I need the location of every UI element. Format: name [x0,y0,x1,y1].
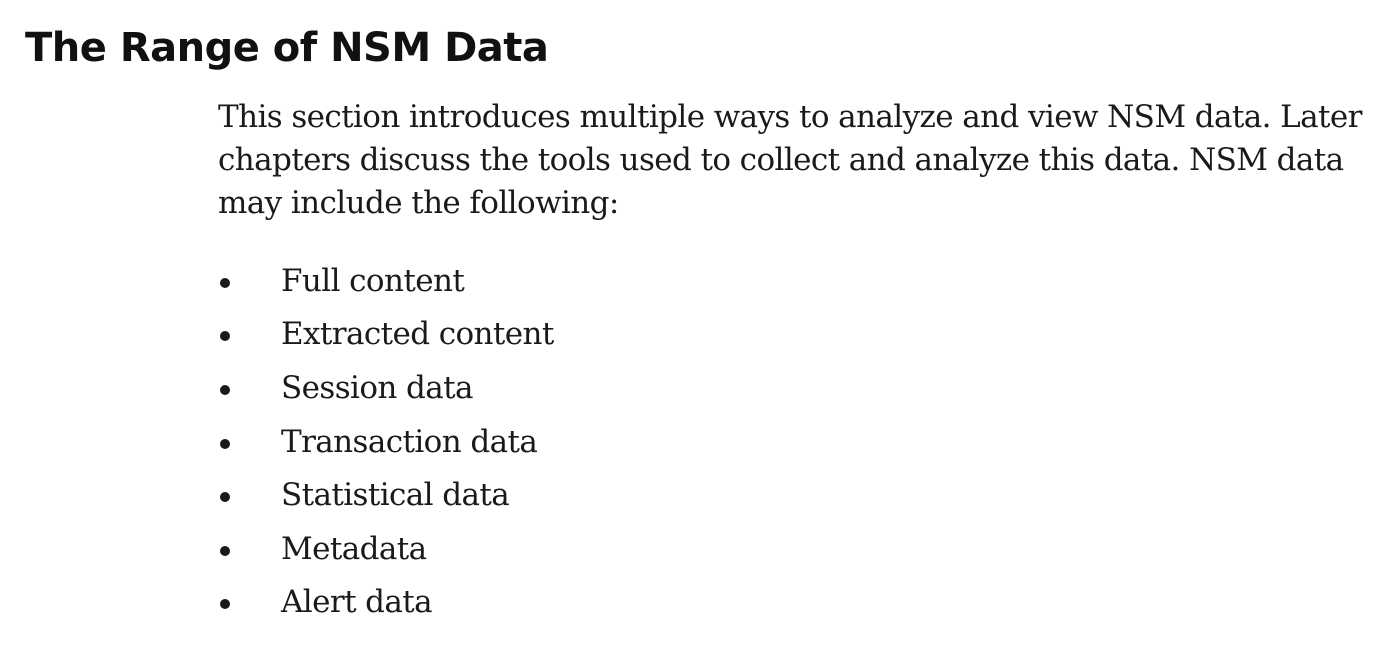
bullet-icon [220,385,230,395]
list-item-text: Session data [281,369,473,406]
intro-paragraph: This section introduces multiple ways to analyze and view NSM data. Later chapters discuss the tools used to collect and analyze this data. NSM data may include the following: [218,99,1362,221]
bullet-icon [220,599,230,609]
list-item [218,310,554,364]
list-item-text: Alert data [281,584,433,621]
data-types-list [218,256,554,631]
list-item-text: Full content [281,262,465,299]
list-item [218,578,554,632]
list-item [218,417,554,471]
bullet-icon [220,546,230,556]
list-item [218,363,554,417]
list-item [218,524,554,578]
list-item [218,256,554,310]
section-heading: The Range of NSM Data [25,25,549,71]
bullet-icon [220,439,230,449]
bullet-icon [220,278,230,288]
list-item [218,470,554,524]
bullet-icon [220,492,230,502]
bullet-icon [220,331,230,341]
list-item-text: Extracted content [281,316,554,353]
list-item-text: Transaction data [281,423,538,460]
list-item-text: Metadata [281,530,427,567]
list-item-text: Statistical data [281,477,510,514]
